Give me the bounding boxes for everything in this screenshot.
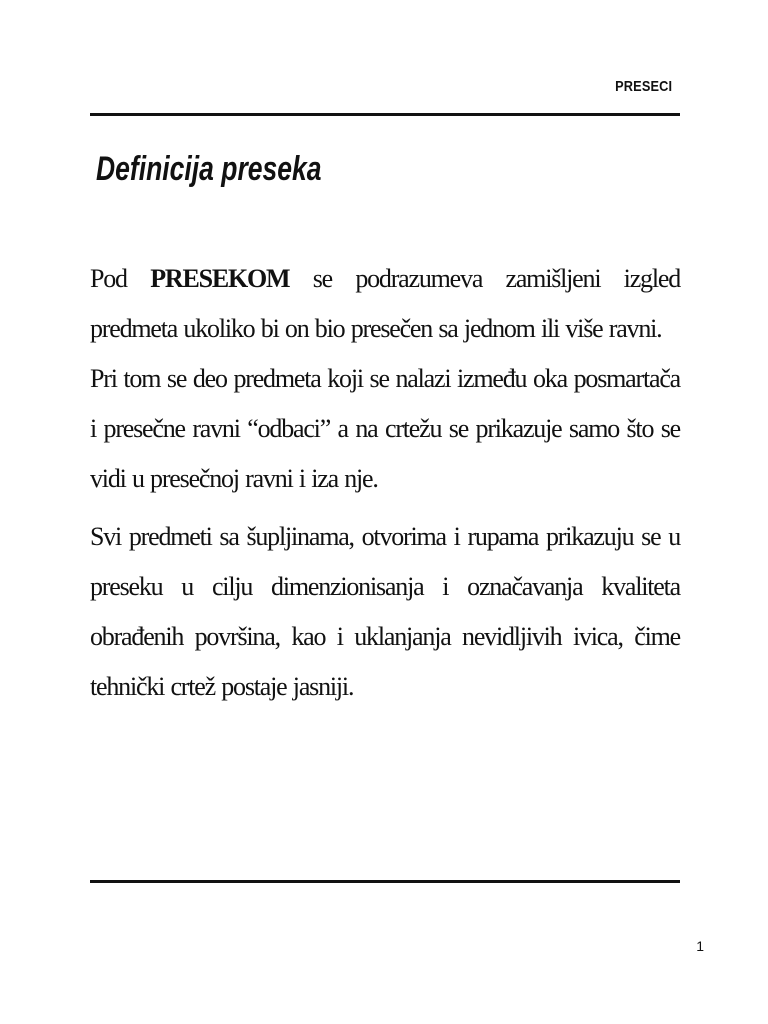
running-header: PRESECI (614, 78, 672, 95)
paragraph-rest: se podrazumeva zamišljeni izgled predmeta ukoliko bi on bio presečen sa jednom ili više ravni. (90, 264, 681, 343)
footer-rule (90, 880, 680, 883)
page-number: 1 (696, 938, 704, 954)
body-text (90, 254, 680, 712)
paragraph-cut-explanation: Pri tom se deo predmeta koji se nalazi između oka posmartača i presečne ravni “odbaci” a na crtežu se prikazuje samo što se vidi u presečnoj ravni i iza nje. (90, 364, 680, 493)
term-bold: PRESEKOM (150, 264, 290, 293)
paragraph-lead: Pod (90, 264, 151, 293)
section-heading: Definicija preseka (96, 150, 322, 188)
header-rule (90, 113, 680, 116)
paragraph-definition (90, 254, 680, 354)
paragraph-usage: Svi predmeti sa šupljinama, otvorima i rupama prikazuju se u preseku u cilju dimenzionisanja i označavanja kvaliteta obrađenih površina, kao i uklanjanja nevidljivih ivica, čime tehnički crtež postaje jasniji. (90, 522, 680, 701)
